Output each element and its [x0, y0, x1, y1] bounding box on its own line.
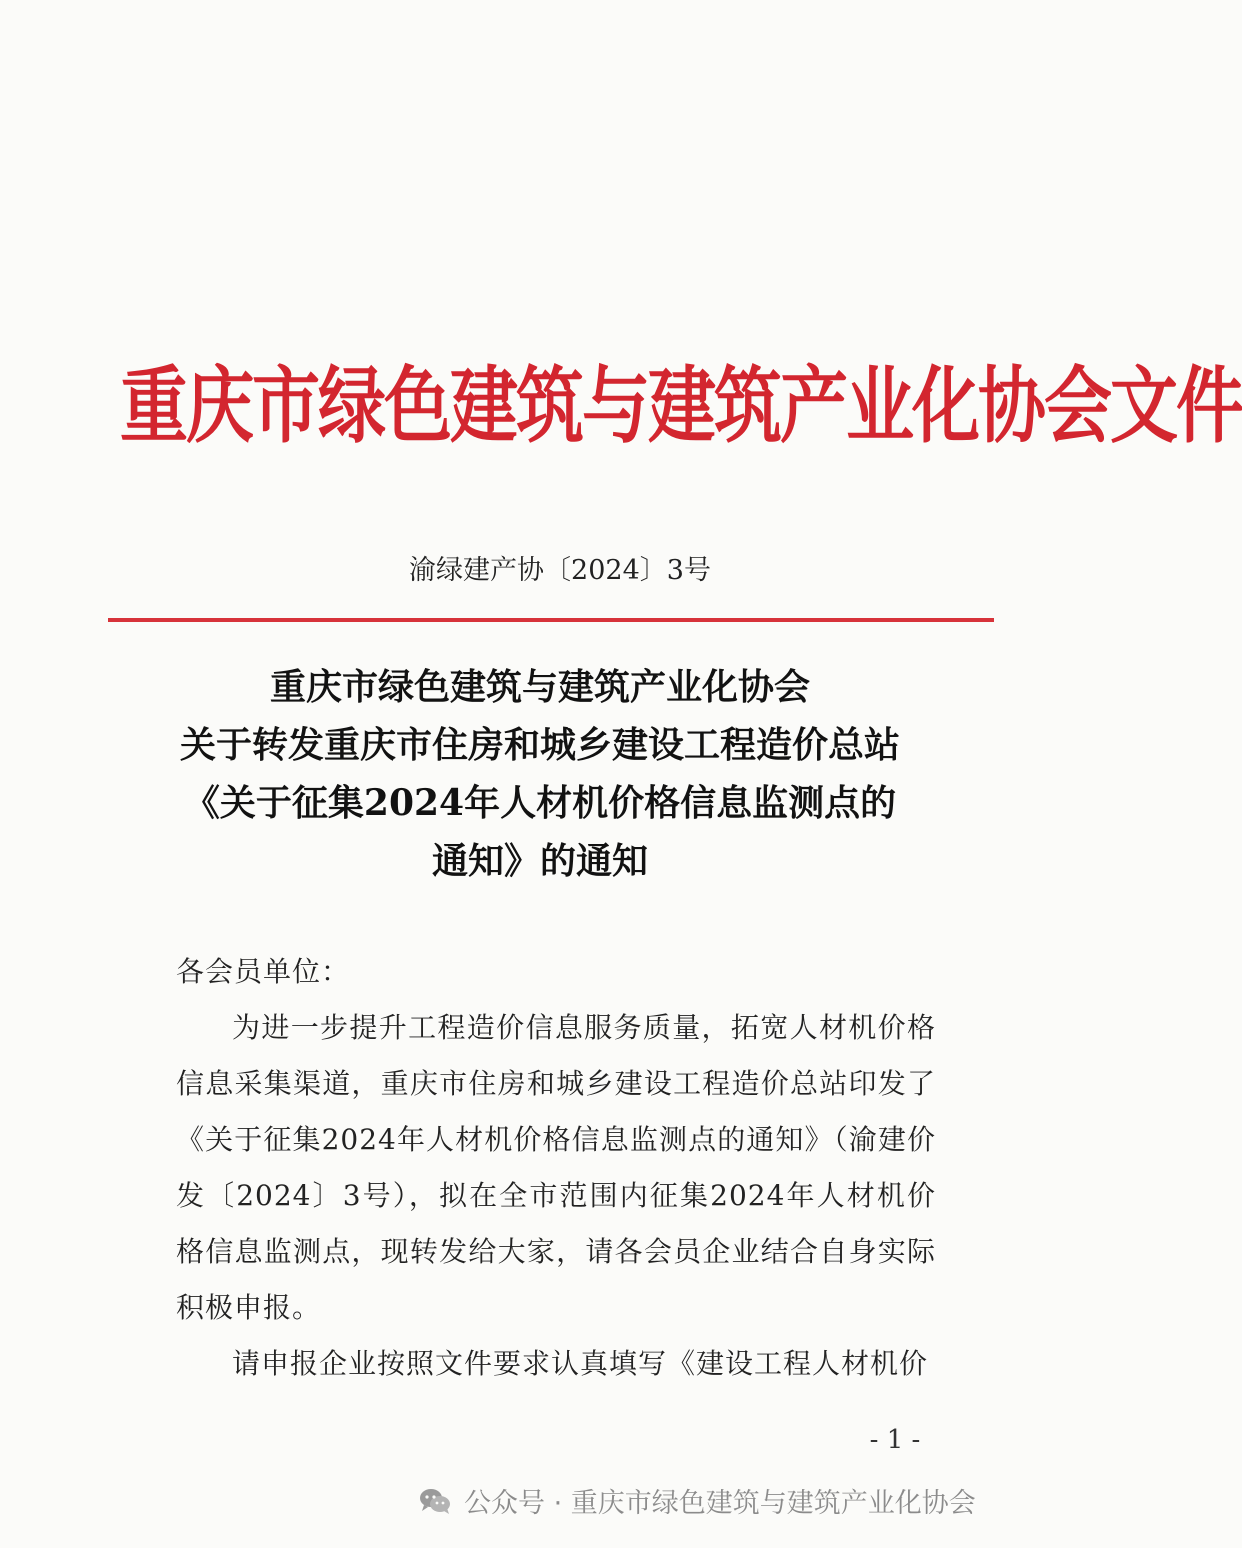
document-number: 渝绿建产协〔2024〕3号 — [409, 555, 711, 586]
wechat-icon — [418, 1487, 452, 1515]
page-number: - 1 - — [869, 1425, 921, 1455]
red-divider-line — [108, 618, 994, 622]
body-paragraph-2: 请申报企业按照文件要求认真填写《建设工程人材机价 — [232, 1347, 929, 1380]
document-header-title: 重庆市绿色建筑与建筑产业化协会文件 — [120, 357, 1242, 456]
body-paragraph-1: 为进一步提升工程造价信息服务质量，拓宽人材机价格信息采集渠道，重庆市住房和城乡建设工程造价总站印发了《关于征集2024年人材机价格信息监测点的通知》（渝建价发〔2024〕3号），拟在全市范围内征集2024年人材机价格信息监测点，现转发给大家，请各会员企业结合自身实际积极申报。 — [176, 1011, 936, 1324]
title-line-4: 通知》的通知 — [431, 840, 648, 882]
salutation: 各会员单位： — [176, 955, 351, 988]
title-line-1: 重庆市绿色建筑与建筑产业化协会 — [269, 666, 810, 708]
notice-body — [176, 944, 936, 1392]
title-line-2: 关于转发重庆市住房和城乡建设工程造价总站 — [179, 724, 900, 766]
title-line-3: 《关于征集2024年人材机价格信息监测点的 — [183, 782, 897, 824]
watermark-text: 公众号 · 重庆市绿色建筑与建筑产业化协会 — [464, 1488, 976, 1519]
wechat-account-watermark — [418, 1481, 976, 1520]
notice-title — [140, 658, 940, 890]
